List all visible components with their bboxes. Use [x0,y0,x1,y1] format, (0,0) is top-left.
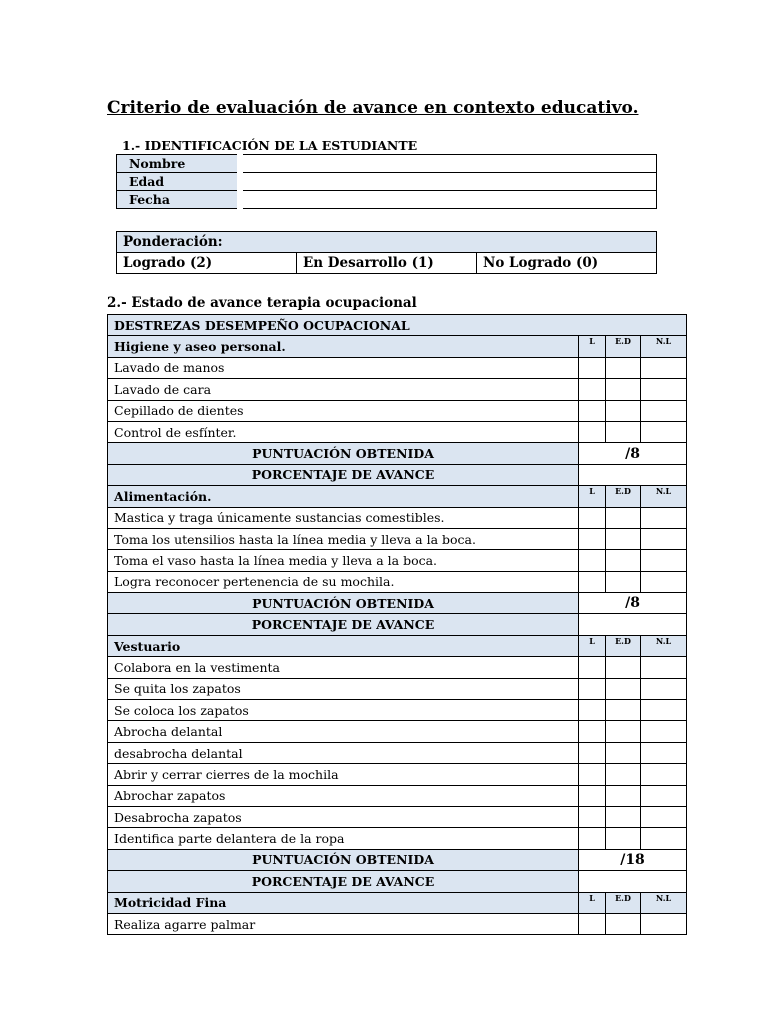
percent-row [108,464,687,485]
column-ed-header: E.D [606,336,641,357]
item-label: Identifica parte delantera de la ropa [108,828,579,849]
weighting-achieved: Logrado (2) [117,253,297,274]
item-label: Se coloca los zapatos [108,700,579,721]
age-field[interactable] [240,173,657,191]
table-row [108,806,687,827]
score-l-cell[interactable] [579,806,606,827]
score-label: PUNTUACIÓN OBTENIDA [108,849,579,870]
score-ed-cell[interactable] [606,764,641,785]
score-nl-cell[interactable] [641,700,687,721]
score-ed-cell[interactable] [606,657,641,678]
score-value: /8 [579,443,687,464]
table-row [108,700,687,721]
score-ed-cell[interactable] [606,507,641,528]
score-ed-cell[interactable] [606,528,641,549]
score-nl-cell[interactable] [641,550,687,571]
item-label: Toma el vaso hasta la línea media y lleva a la boca. [108,550,579,571]
score-ed-cell[interactable] [606,806,641,827]
table-row [117,191,657,209]
score-l-cell[interactable] [579,571,606,592]
percent-value[interactable] [579,464,687,485]
item-label: Abrocha delantal [108,721,579,742]
score-label: PUNTUACIÓN OBTENIDA [108,593,579,614]
item-label: Colabora en la vestimenta [108,657,579,678]
score-nl-cell[interactable] [641,571,687,592]
score-l-cell[interactable] [579,379,606,400]
percent-row [108,614,687,635]
score-l-cell[interactable] [579,357,606,378]
category-row [108,892,687,913]
score-ed-cell[interactable] [606,913,641,934]
percent-label: PORCENTAJE DE AVANCE [108,871,579,892]
category-name: Higiene y aseo personal. [108,336,579,357]
category-name: Vestuario [108,635,579,656]
table-row [108,400,687,421]
category-row [108,486,687,507]
item-label: Abrochar zapatos [108,785,579,806]
column-l-header: L [579,486,606,507]
score-l-cell[interactable] [579,785,606,806]
score-ed-cell[interactable] [606,678,641,699]
table-row [108,528,687,549]
score-ed-cell[interactable] [606,571,641,592]
score-l-cell[interactable] [579,507,606,528]
score-nl-cell[interactable] [641,678,687,699]
table-row [117,232,657,253]
table-row [117,173,657,191]
score-l-cell[interactable] [579,721,606,742]
score-value: /18 [579,849,687,870]
percent-label: PORCENTAJE DE AVANCE [108,614,579,635]
score-l-cell[interactable] [579,528,606,549]
column-nl-header: N.L [641,892,687,913]
date-label: Fecha [117,191,241,209]
score-row [108,443,687,464]
category-name: Motricidad Fina [108,892,579,913]
item-label: Control de esfínter. [108,421,579,442]
column-ed-header: E.D [606,635,641,656]
score-nl-cell[interactable] [641,764,687,785]
table-row [108,678,687,699]
item-label: Logra reconocer pertenencia de su mochila. [108,571,579,592]
table-row [108,657,687,678]
score-row [108,593,687,614]
score-l-cell[interactable] [579,913,606,934]
score-ed-cell[interactable] [606,785,641,806]
name-label: Nombre [117,155,241,173]
table-row [108,721,687,742]
table-row [108,357,687,378]
score-ed-cell[interactable] [606,828,641,849]
score-l-cell[interactable] [579,742,606,763]
score-ed-cell[interactable] [606,357,641,378]
column-ed-header: E.D [606,486,641,507]
score-nl-cell[interactable] [641,357,687,378]
score-nl-cell[interactable] [641,828,687,849]
weighting-not-achieved: No Logrado (0) [477,253,657,274]
category-name: Alimentación. [108,486,579,507]
score-ed-cell[interactable] [606,400,641,421]
score-nl-cell[interactable] [641,806,687,827]
score-l-cell[interactable] [579,550,606,571]
item-label: Cepillado de dientes [108,400,579,421]
table-title: DESTREZAS DESEMPEÑO OCUPACIONAL [108,315,687,336]
score-nl-cell[interactable] [641,721,687,742]
percent-value[interactable] [579,871,687,892]
score-nl-cell[interactable] [641,400,687,421]
score-nl-cell[interactable] [641,379,687,400]
item-label: Se quita los zapatos [108,678,579,699]
score-l-cell[interactable] [579,700,606,721]
weighting-heading: Ponderación: [117,232,657,253]
table-row [117,155,657,173]
column-nl-header: N.L [641,635,687,656]
percent-value[interactable] [579,614,687,635]
table-row [108,421,687,442]
score-label: PUNTUACIÓN OBTENIDA [108,443,579,464]
score-nl-cell[interactable] [641,913,687,934]
weighting-developing: En Desarrollo (1) [297,253,477,274]
score-nl-cell[interactable] [641,421,687,442]
score-ed-cell[interactable] [606,721,641,742]
item-label: desabrocha delantal [108,742,579,763]
table-row [108,507,687,528]
column-nl-header: N.L [641,486,687,507]
item-label: Toma los utensilios hasta la línea media y lleva a la boca. [108,528,579,549]
percent-row [108,871,687,892]
item-label: Mastica y traga únicamente sustancias comestibles. [108,507,579,528]
score-nl-cell[interactable] [641,785,687,806]
score-ed-cell[interactable] [606,550,641,571]
column-l-header: L [579,336,606,357]
score-l-cell[interactable] [579,764,606,785]
table-header-row [108,315,687,336]
identification-table [116,154,657,209]
score-nl-cell[interactable] [641,507,687,528]
score-ed-cell[interactable] [606,379,641,400]
identification-heading: 1.- IDENTIFICACIÓN DE LA ESTUDIANTE [122,138,418,153]
column-l-header: L [579,892,606,913]
column-l-header: L [579,635,606,656]
score-l-cell[interactable] [579,657,606,678]
score-ed-cell[interactable] [606,421,641,442]
column-ed-header: E.D [606,892,641,913]
item-label: Lavado de cara [108,379,579,400]
score-l-cell[interactable] [579,421,606,442]
table-row [108,764,687,785]
item-label: Realiza agarre palmar [108,913,579,934]
score-nl-cell[interactable] [641,657,687,678]
table-row [108,913,687,934]
age-label: Edad [117,173,241,191]
score-ed-cell[interactable] [606,742,641,763]
table-row [108,379,687,400]
item-label: Desabrocha zapatos [108,806,579,827]
score-nl-cell[interactable] [641,528,687,549]
item-label: Lavado de manos [108,357,579,378]
category-row [108,635,687,656]
evaluation-table [107,314,687,935]
item-label: Abrir y cerrar cierres de la mochila [108,764,579,785]
document-title: Criterio de evaluación de avance en contexto educativo. [107,98,639,118]
table-row [108,742,687,763]
table-row [108,550,687,571]
score-l-cell[interactable] [579,678,606,699]
score-value: /8 [579,593,687,614]
score-row [108,849,687,870]
percent-label: PORCENTAJE DE AVANCE [108,464,579,485]
table-row [108,571,687,592]
category-row [108,336,687,357]
score-l-cell[interactable] [579,828,606,849]
score-nl-cell[interactable] [641,742,687,763]
score-l-cell[interactable] [579,400,606,421]
score-ed-cell[interactable] [606,700,641,721]
column-nl-header: N.L [641,336,687,357]
table-row [117,253,657,274]
table-row [108,785,687,806]
name-field[interactable] [240,155,657,173]
date-field[interactable] [240,191,657,209]
progress-heading: 2.- Estado de avance terapia ocupacional [107,295,417,311]
weighting-table [116,231,657,274]
table-row [108,828,687,849]
